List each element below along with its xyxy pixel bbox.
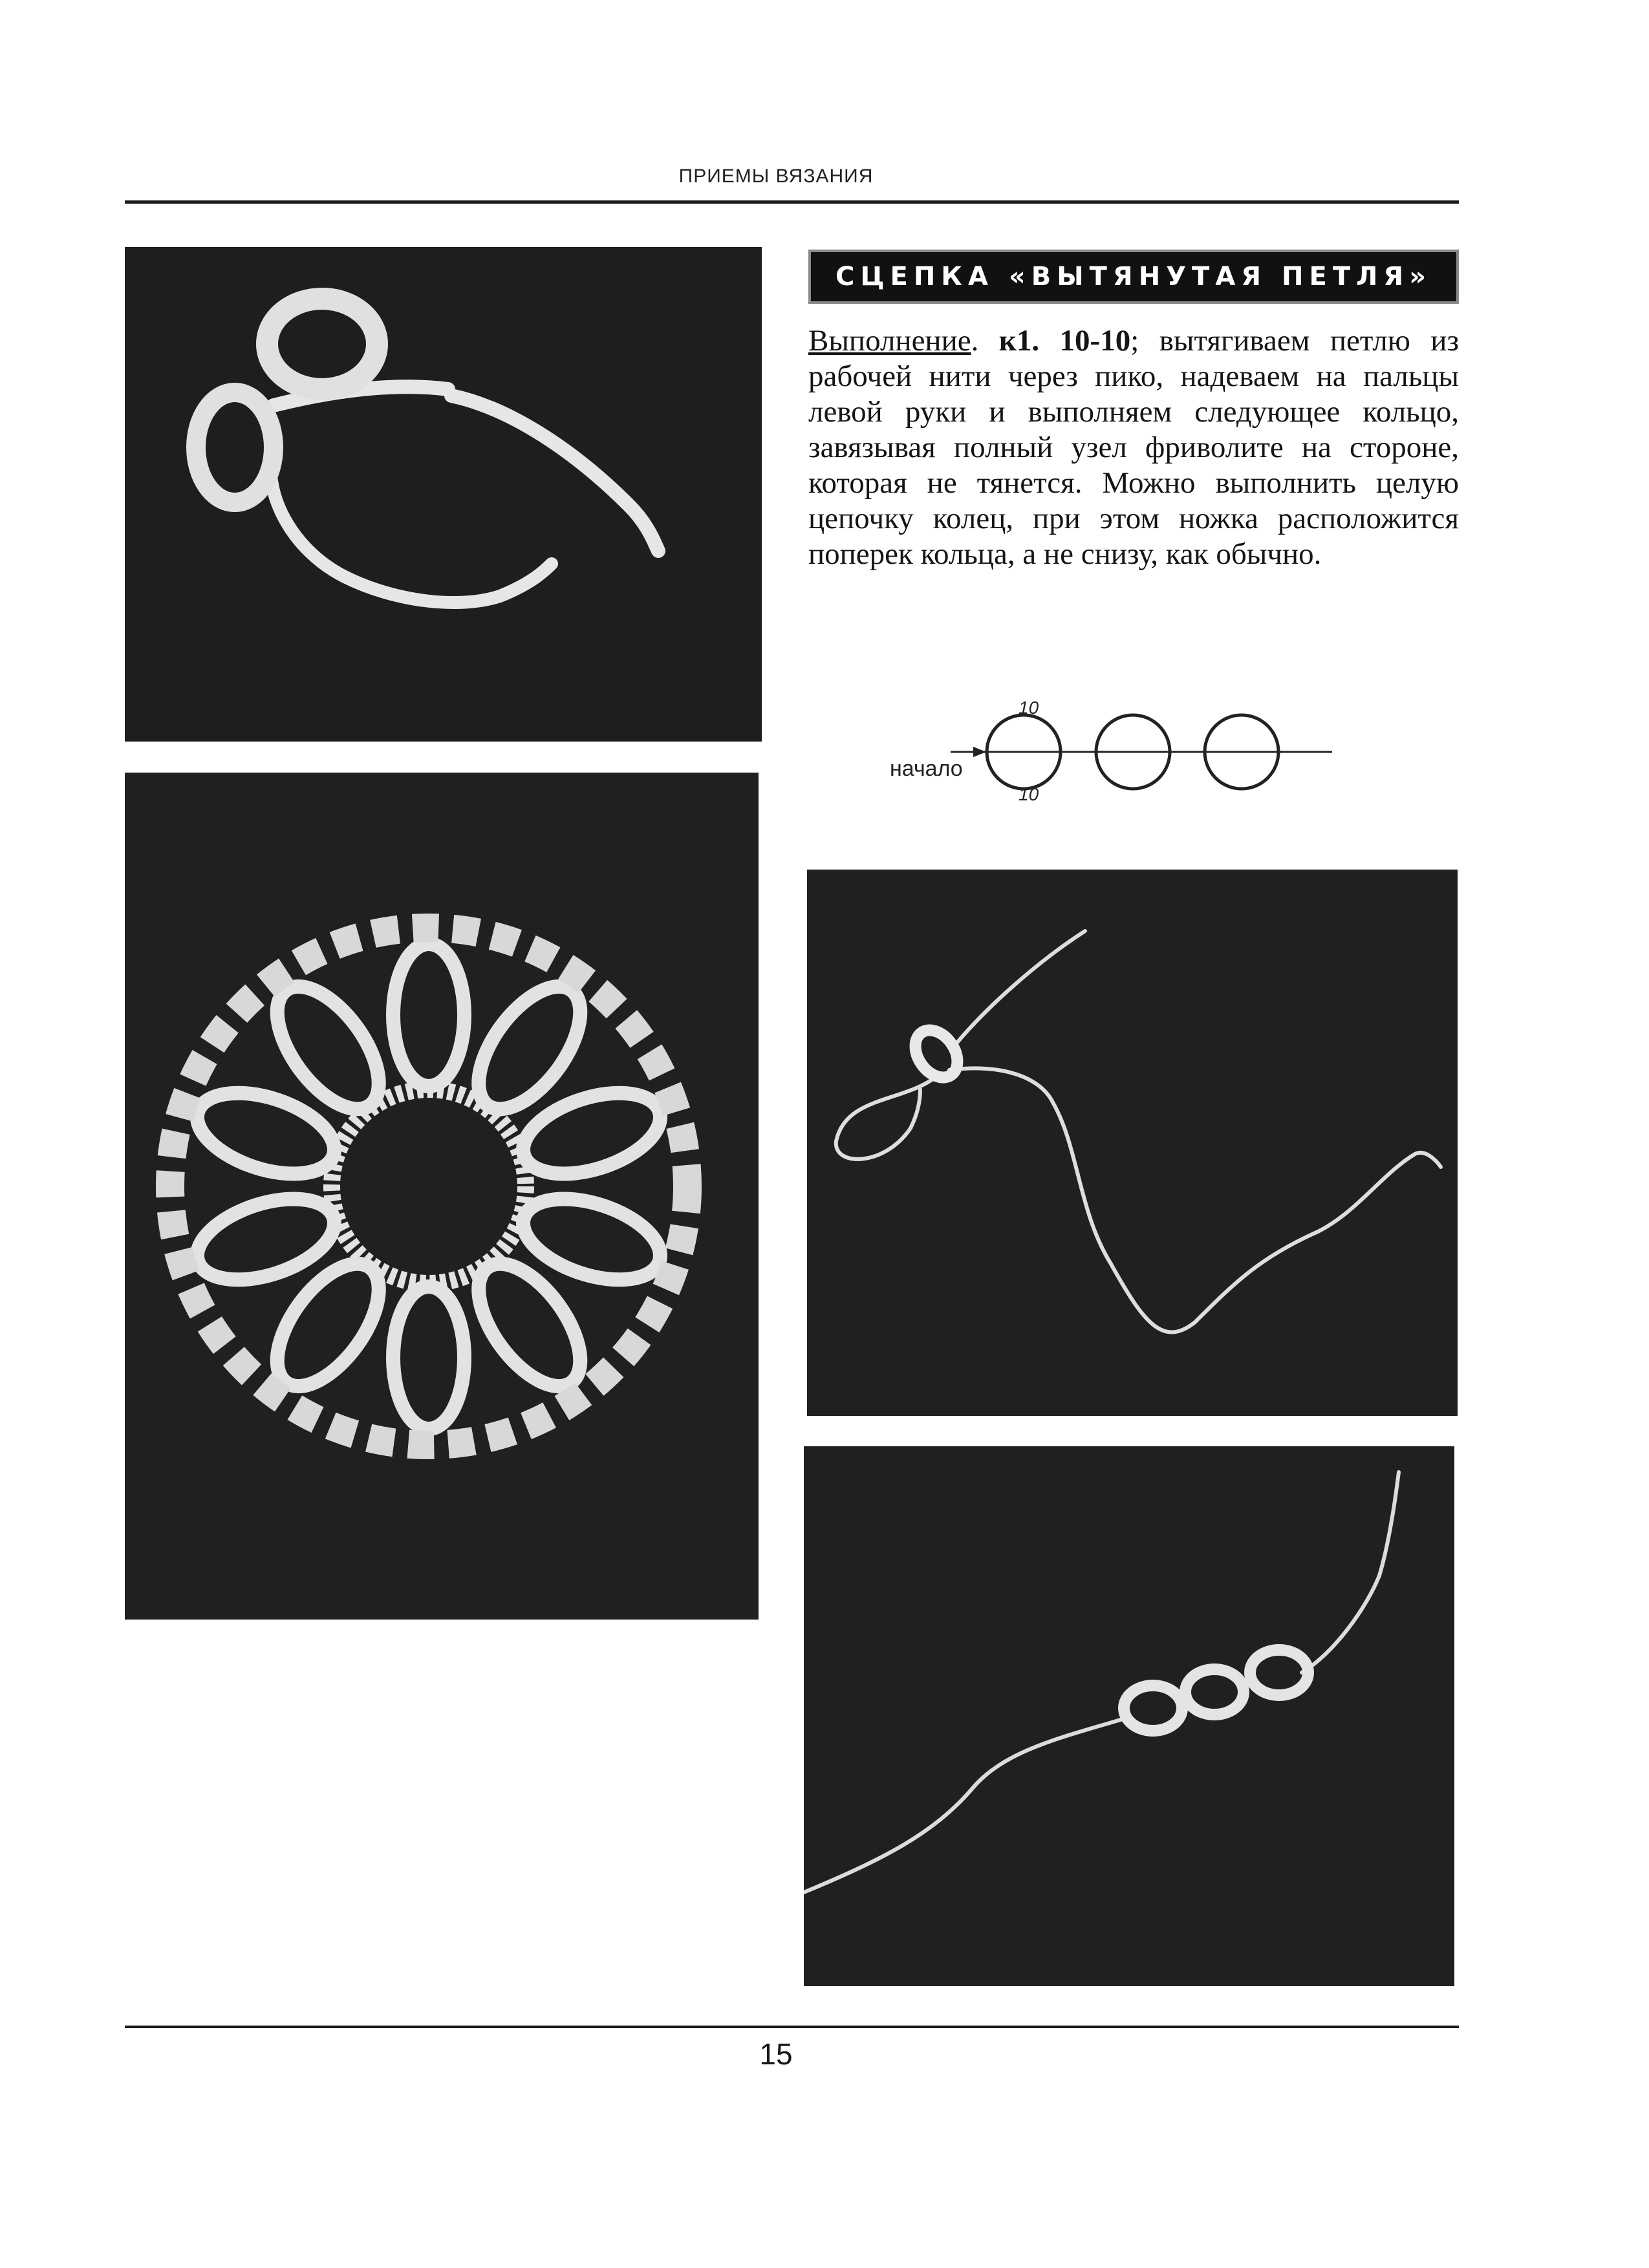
ring-chain-diagram xyxy=(879,698,1345,808)
page-number: 15 xyxy=(759,2037,793,2071)
photo-single-ring xyxy=(807,870,1458,1416)
instructions-lead: Выполнение xyxy=(808,324,971,358)
section-title: СЦЕПКА «ВЫТЯНУТАЯ ПЕТЛЯ» xyxy=(835,262,1432,292)
instructions-notation: к1. 10-10 xyxy=(998,324,1131,358)
footer-rule xyxy=(125,2026,1459,2028)
diagram-start-label: начало xyxy=(890,756,963,781)
photo-two-rings xyxy=(125,247,762,742)
diagram-top-count: 10 xyxy=(1018,698,1039,718)
photo-ring-chain xyxy=(804,1446,1454,1986)
diagram-bottom-count: 10 xyxy=(1018,784,1039,804)
header-rule xyxy=(125,200,1459,204)
start-arrow-icon xyxy=(973,747,986,757)
section-title-bar xyxy=(808,250,1459,304)
running-header: ПРИЕМЫ ВЯЗАНИЯ xyxy=(678,166,874,187)
instructions-text: ; вытягиваем петлю из рабочей нити через пико, надеваем на пальцы левой руки и выполняем следующее кольцо, завязывая полный узел фриволите на стороне, которая не тянется. Можно выполнить целую цепочку колец, при этом ножка расположится поперек кольца, а не снизу, как обычно. xyxy=(808,324,1460,571)
instructions-paragraph xyxy=(808,323,1459,572)
photo-flower-doily xyxy=(125,773,759,1620)
lead-separator: . xyxy=(971,324,999,358)
